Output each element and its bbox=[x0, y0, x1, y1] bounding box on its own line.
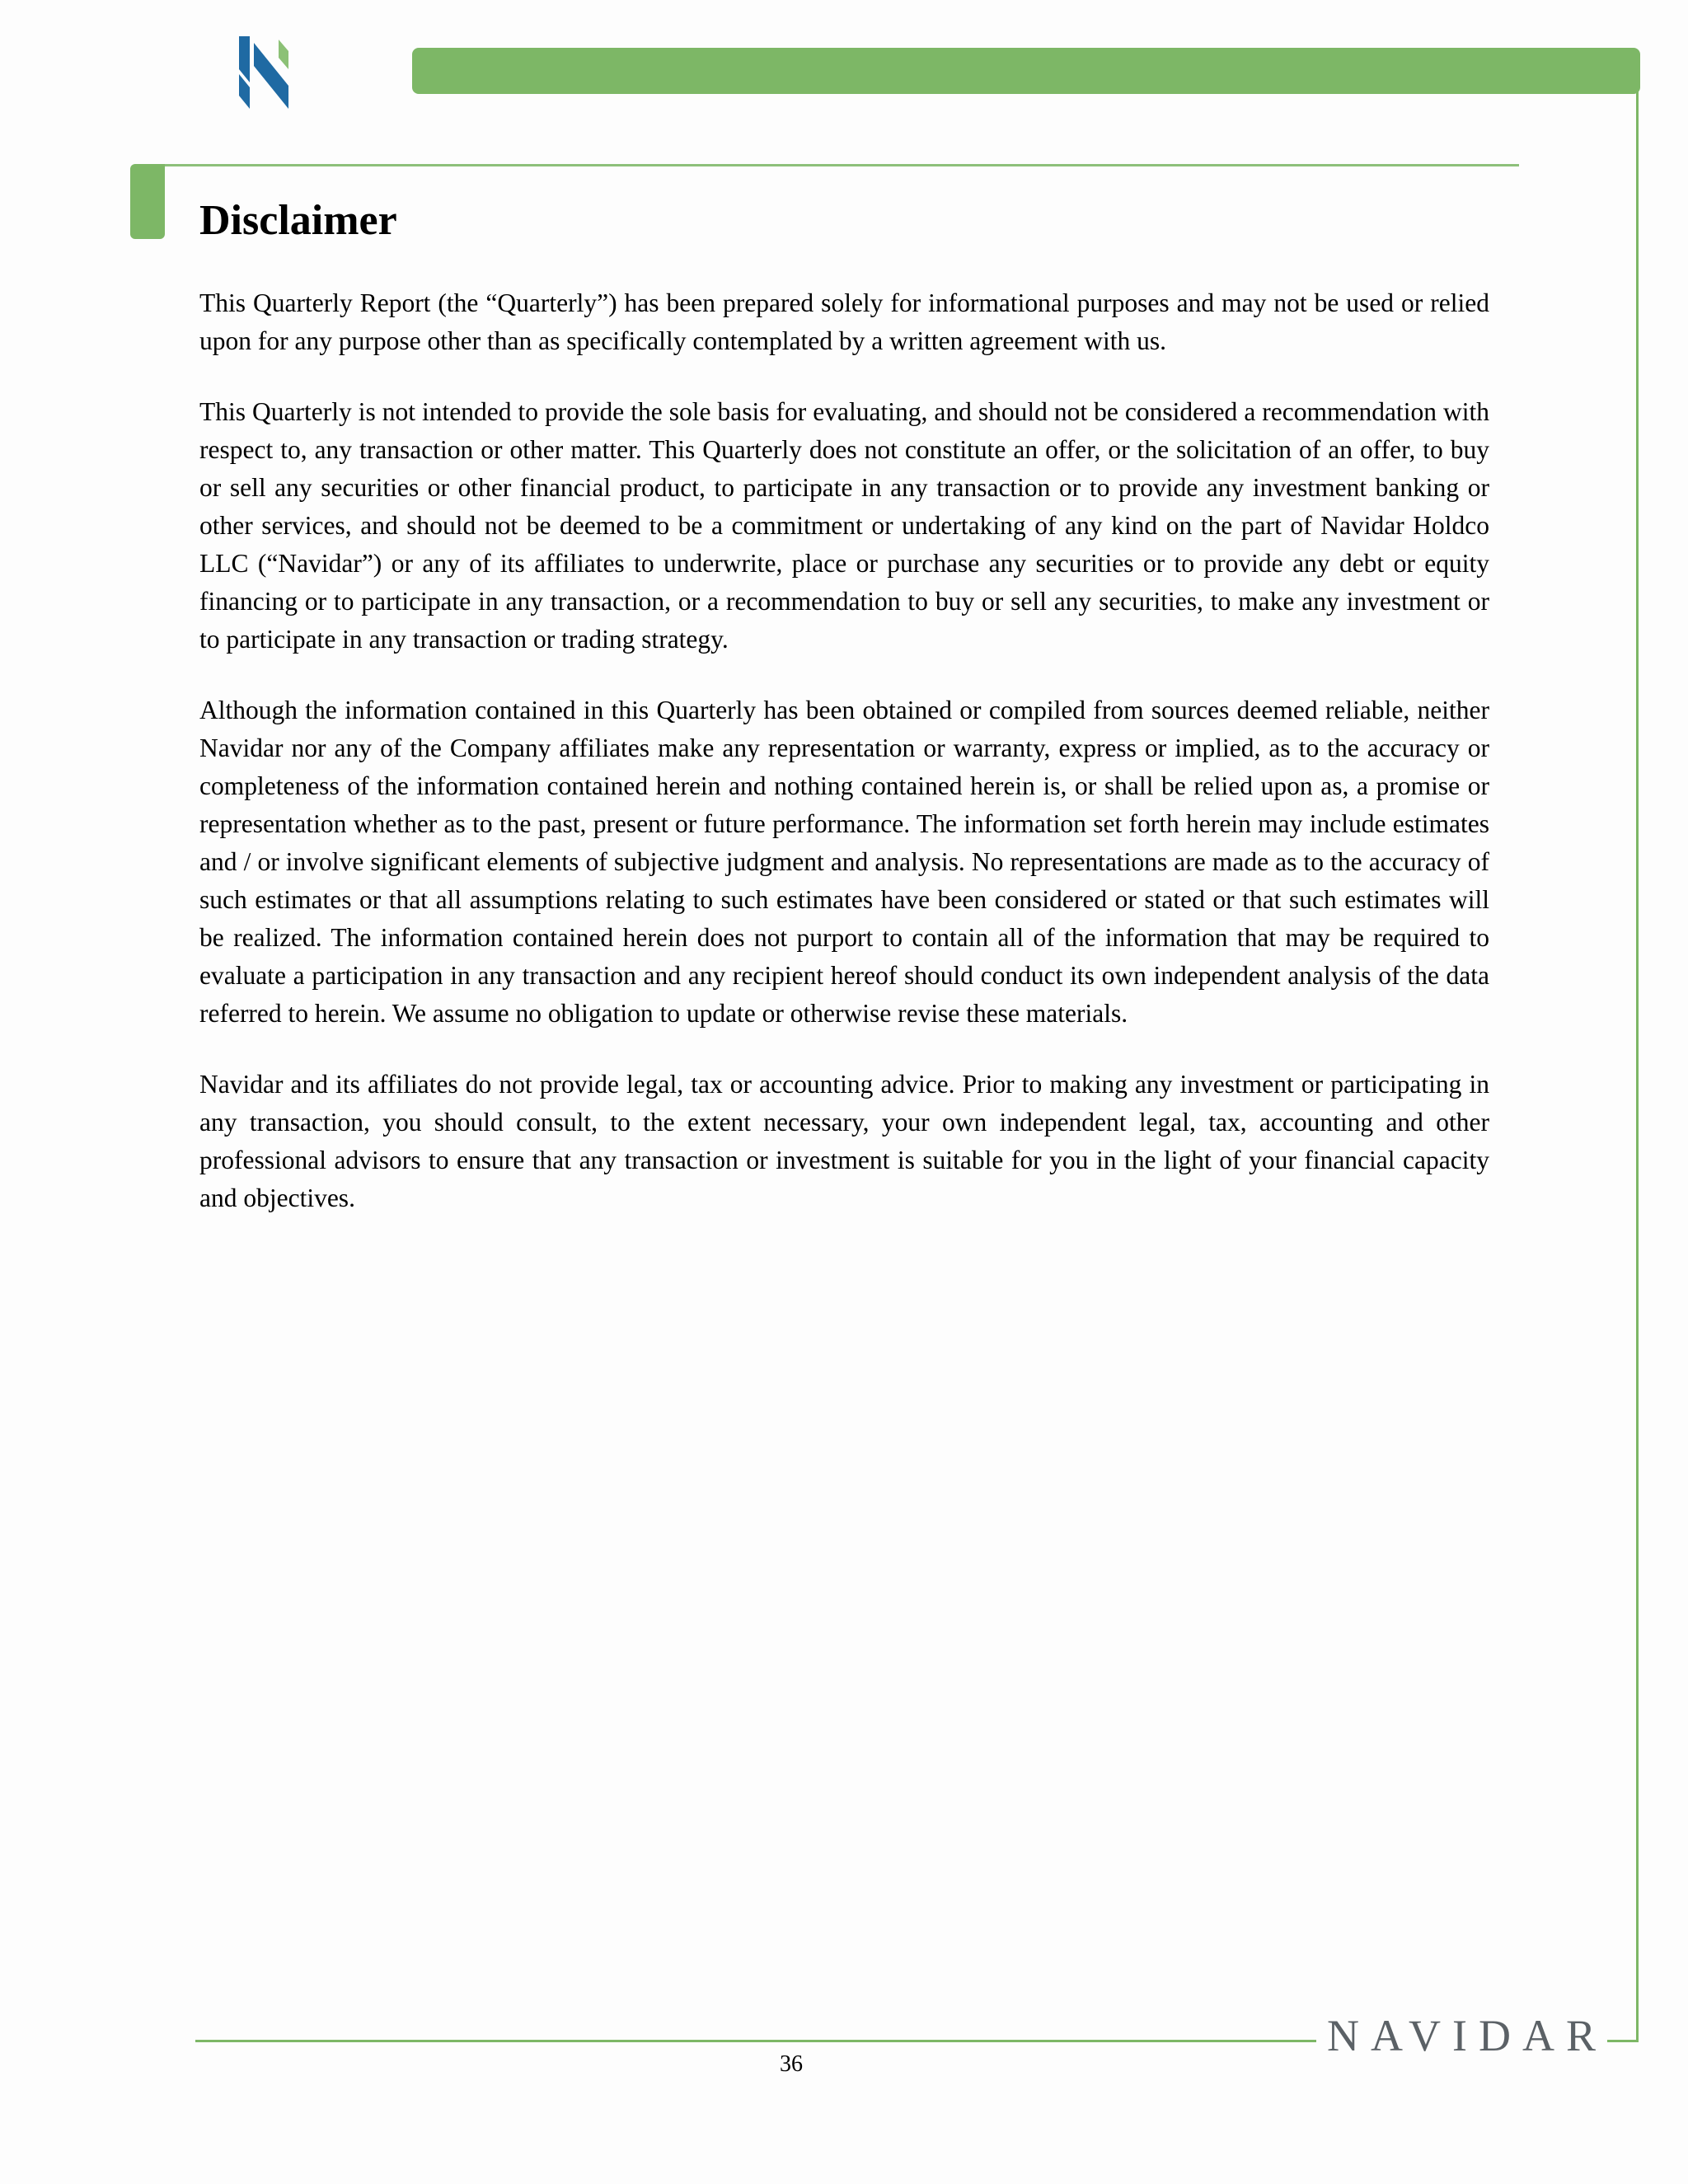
disclaimer-paragraph: Although the information contained in this Quarterly has been obtained or compiled from sources deemed reliable, neither Navidar nor any of the Company affiliates make any representation or warranty, express or implied, as to the accuracy or completeness of the information contained herein and nothing contained herein is, or shall be relied upon as, a promise or representation whether as to the past, present or future performance. The information set forth herein may include estimates and / or involve significant elements of subjective judgment and analysis. No representations are made as to the accuracy of such estimates or that all assumptions relating to such estimates have been considered or stated or that such estimates will be realized. The information contained herein does not purport to contain all of the information that may be required to evaluate a participation in any transaction and any recipient hereof should conduct its own independent analysis of the data referred to herein. We assume no obligation to update or otherwise revise these materials. bbox=[199, 696, 1489, 1028]
disclaimer-paragraph: Navidar and its affiliates do not provide legal, tax or accounting advice. Prior to making any investment or participating in any transaction, you should consult, to the extent necessary, your own independent legal, tax, accounting and other professional advisors to ensure that any transaction or investment is suitable for you in the light of your financial capacity and objectives. bbox=[199, 1070, 1489, 1212]
disclaimer-paragraph: This Quarterly Report (the “Quarterly”) has been prepared solely for informational purposes and may not be used or relied upon for any purpose other than as specifically contemplated by a written agreement with us. bbox=[199, 288, 1489, 355]
page-title: Disclaimer bbox=[199, 197, 397, 244]
section-tab-marker bbox=[130, 164, 165, 239]
footer-rule-end bbox=[1607, 2040, 1639, 2042]
footer-rule bbox=[195, 2040, 1316, 2042]
header-accent-bar bbox=[412, 48, 1640, 94]
disclaimer-body bbox=[199, 284, 1489, 1250]
page-number: 36 bbox=[780, 2051, 803, 2077]
disclaimer-paragraph: This Quarterly is not intended to provide the sole basis for evaluating, and should not be considered a recommendation with respect to, any transaction or other matter. This Quarterly does not constitute an offer, or the solicitation of an offer, to buy or sell any securities or other financial product, to participate in any transaction or to provide any investment banking or other services, and should not be deemed to be a commitment or undertaking of any kind on the part of Navidar Holdco LLC (“Navidar”) or any of its affiliates to underwrite, place or purchase any securities or to provide any debt or equity financing or to participate in any transaction, or a recommendation to buy or sell any securities, to make any investment or to participate in any transaction or trading strategy. bbox=[199, 397, 1489, 654]
header-rule bbox=[165, 164, 1519, 166]
right-border-rule bbox=[1636, 82, 1639, 2042]
footer-brand-wordmark: NAVIDAR bbox=[1327, 2011, 1608, 2060]
navidar-logo-icon bbox=[239, 36, 293, 109]
